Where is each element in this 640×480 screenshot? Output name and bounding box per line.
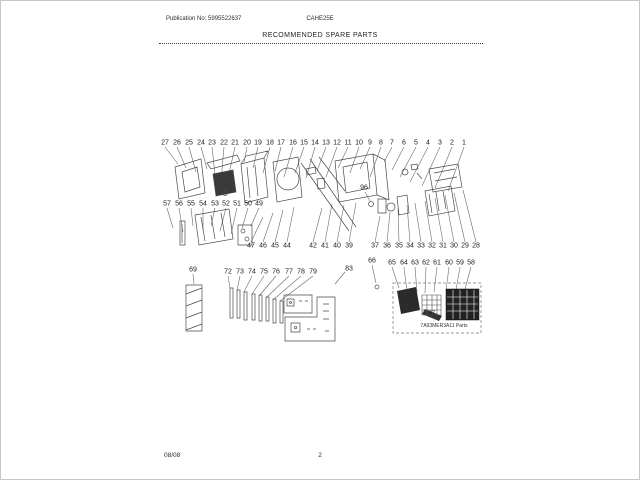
part-callout-28: 28	[472, 242, 480, 250]
part-callout-72: 72	[224, 268, 232, 276]
part-callout-34: 34	[406, 242, 414, 250]
part-callout-12: 12	[333, 139, 341, 147]
part-callout-27: 27	[161, 139, 169, 147]
part-callout-35: 35	[395, 242, 403, 250]
part-callout-6: 6	[402, 139, 406, 147]
part-callout-24: 24	[197, 139, 205, 147]
part-callout-18: 18	[266, 139, 274, 147]
part-callout-65: 65	[388, 259, 396, 267]
part-callout-11: 11	[344, 139, 352, 147]
part-callout-19: 19	[254, 139, 262, 147]
part-callout-79: 79	[309, 268, 317, 276]
part-callout-23: 23	[208, 139, 216, 147]
part-callout-1: 1	[462, 139, 466, 147]
part-callout-32: 32	[428, 242, 436, 250]
part-callout-54: 54	[199, 200, 207, 208]
air-filter	[213, 170, 236, 196]
part-callout-46: 46	[259, 242, 267, 250]
fan-opening	[277, 168, 299, 190]
parts-bottom-left	[186, 285, 283, 331]
part-callout-30: 30	[450, 242, 458, 250]
part-callout-20: 20	[243, 139, 251, 147]
part-callout-62: 62	[422, 259, 430, 267]
part-callout-53: 53	[211, 200, 219, 208]
part-callout-3: 3	[438, 139, 442, 147]
part-callout-73: 73	[236, 268, 244, 276]
footer-date: 08/08	[164, 452, 181, 459]
part-callout-17: 17	[277, 139, 285, 147]
part-callout-7: 7	[390, 139, 394, 147]
part-callout-50: 50	[244, 200, 252, 208]
part-callout-56: 56	[175, 200, 183, 208]
part-callout-25: 25	[185, 139, 193, 147]
part-callout-8: 8	[379, 139, 383, 147]
part-callout-40: 40	[333, 242, 341, 250]
part-callout-36: 36	[383, 242, 391, 250]
part-callout-78: 78	[297, 268, 305, 276]
part-callout-57: 57	[163, 200, 171, 208]
part-callout-14: 14	[311, 139, 319, 147]
part-callout-64: 64	[400, 259, 408, 267]
part-callout-59: 59	[456, 259, 464, 267]
part-callout-5: 5	[414, 139, 418, 147]
part-callout-44: 44	[283, 242, 291, 250]
part-callout-21: 21	[231, 139, 239, 147]
parts-top-row	[175, 151, 462, 203]
part-callout-42: 42	[309, 242, 317, 250]
publication-number: Publication No: 5995522637	[166, 16, 242, 22]
part-callout-29: 29	[461, 242, 469, 250]
part-callout-22: 22	[220, 139, 228, 147]
dark-panel	[397, 287, 420, 314]
part-callout-37: 37	[371, 242, 379, 250]
part-callout-33: 33	[417, 242, 425, 250]
part-callout-49: 49	[255, 200, 263, 208]
model-number: CAHE25E	[306, 16, 334, 22]
parts-control-panel	[284, 295, 335, 341]
part-callout-45: 45	[271, 242, 279, 250]
part-callout-55: 55	[187, 200, 195, 208]
part-callout-10: 10	[355, 139, 363, 147]
part-callout-75: 75	[260, 268, 268, 276]
part-callout-15: 15	[300, 139, 308, 147]
part-callout-61: 61	[433, 259, 441, 267]
exploded-parts-diagram	[1, 1, 640, 480]
part-callout-16: 16	[289, 139, 297, 147]
page-title: RECOMMENDED SPARE PARTS	[262, 32, 378, 39]
part-callout-96: 96	[360, 184, 368, 192]
part-callout-47: 47	[247, 242, 255, 250]
footer-page-number: 2	[318, 452, 322, 459]
part-callout-63: 63	[411, 259, 419, 267]
part-callout-58: 58	[467, 259, 475, 267]
part-callout-9: 9	[368, 139, 372, 147]
part-callout-52: 52	[222, 200, 230, 208]
parts-box-caption: 7A93MER3A11 Parts	[420, 323, 468, 329]
part-callout-4: 4	[426, 139, 430, 147]
part-callout-97: 97	[428, 310, 436, 317]
part-callout-31: 31	[439, 242, 447, 250]
part-callout-41: 41	[321, 242, 329, 250]
part-callout-69: 69	[189, 266, 197, 274]
part-callout-74: 74	[248, 268, 256, 276]
part-callout-60: 60	[445, 259, 453, 267]
part-callout-66: 66	[368, 257, 376, 265]
part-callout-2: 2	[450, 139, 454, 147]
part-callout-76: 76	[272, 268, 280, 276]
part-callout-51: 51	[233, 200, 241, 208]
part-callout-77: 77	[285, 268, 293, 276]
part-callout-83: 83	[345, 265, 353, 273]
part-callout-39: 39	[345, 242, 353, 250]
part-callout-26: 26	[173, 139, 181, 147]
part-callout-13: 13	[322, 139, 330, 147]
